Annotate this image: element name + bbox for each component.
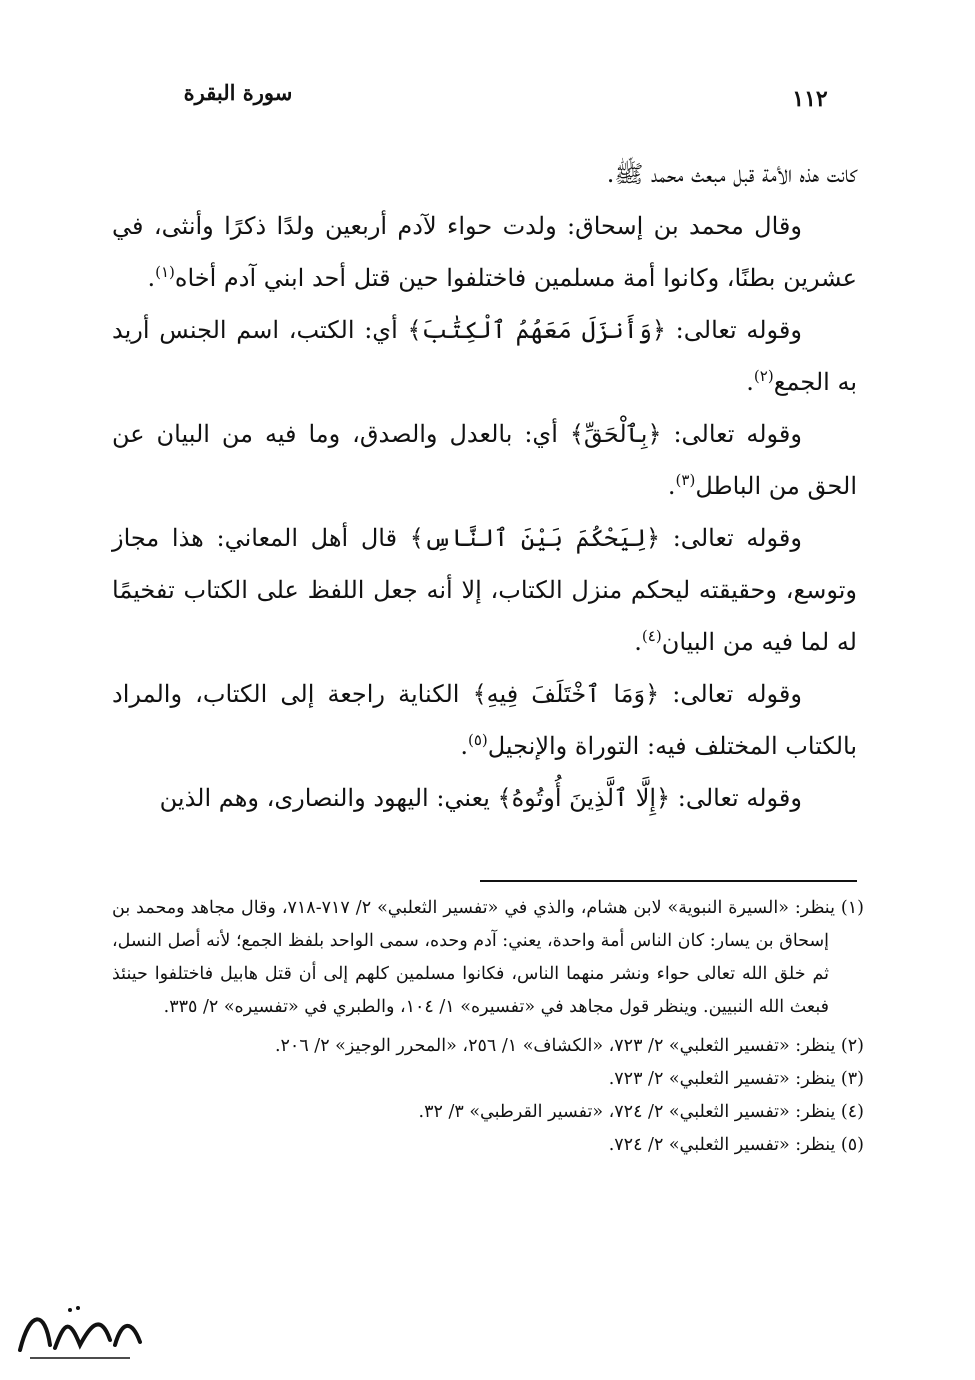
paragraph-6: وقوله تعالى: ﴿وَمَا ٱخْتَلَفَ فِيهِ﴾ الكناية راجعة إلى الكتاب، والمراد بالكتاب المختلف فيه: التوراة والإنجيل$^{(٥)}$. [112, 680, 857, 760]
footnotes [112, 892, 864, 1162]
footnote-1: (١) ينظر: «السيرة النبوية» لابن هشام، والذي في «تفسير الثعلبي» ٢/ ٧١٧-٧١٨، وقال مجاهد ومحمد بن إسحاق بن يسار: كان الناس أمة واحدة، يعني: آدم وحده، سمى الواحد بلفظ الجمع؛ لأنه أصل النسل، ثم خلق الله تعالى حواء ونشر منهما الناس، فكانوا مسلمين كلهم إلى أن قتل هابيل فاختلفوا حينئذ فبعث الله النبيين. وينظر قول مجاهد في «تفسيره» ١/ ١٠٤، والطبري في «تفسيره» ٢/ ٣٣٥. [112, 898, 864, 1017]
footnote-2: (٢) ينظر: «تفسير الثعلبي» ٢/ ٧٢٣، «الكشاف» ١/ ٢٥٦، «المحرر الوجيز» ٢/ ٢٠٦. [274, 1036, 864, 1056]
paragraph-5-text: قال أهل المعاني: هذا مجاز وتوسع، وحقيقته ليحكم منزل الكتاب، إلا أنه جعل اللفظ على الكتاب تفخيمًا له لما فيه من البيان [112, 524, 857, 656]
footnote-separator [480, 880, 857, 882]
publisher-logo [10, 1290, 150, 1370]
paragraph-3-text: أي: الكتب، اسم الجنس أريد به الجمع [112, 316, 857, 396]
paragraph-3-lead: وقوله تعالى: [665, 316, 802, 344]
running-header-title: سورة البقرة [183, 80, 293, 105]
paragraph-2: وقال محمد بن إسحاق: ولدت حواء لآدم أربعين ولدًا ذكرًا وأنثى، في عشرين بطنًا، وكانوا أمة مسلمين فاختلفوا حين قتل أحد ابني آدم أخاه$^{(١)}$. [112, 212, 857, 292]
paragraph-2-text: وقال محمد بن إسحاق: ولدت حواء لآدم أربعين ولدًا ذكرًا وأنثى، في عشرين بطنًا، وكانوا أمة مسلمين فاختلفوا حين قتل أحد ابني آدم أخاه [112, 212, 857, 292]
paragraph-3: وقوله تعالى: ﴿وَأَنزَلَ مَعَهُمُ ٱلْكِتَٰبَ﴾ أي: الكتب، اسم الجنس أريد به الجمع$^{(٢)}$. [112, 316, 857, 396]
paragraph-4-lead: وقوله تعالى: [661, 420, 802, 448]
footnote-3: (٣) ينظر: «تفسير الثعلبي» ٢/ ٧٢٣. [608, 1069, 864, 1089]
footnote-5: (٥) ينظر: «تفسير الثعلبي» ٢/ ٧٢٤. [608, 1135, 864, 1155]
footnote-ref-3[interactable]: (٣) [675, 471, 696, 489]
paragraph-6-lead: وقوله تعالى: [659, 680, 802, 708]
quran-quote-3: ﴿وَأَنزَلَ مَعَهُمُ ٱلْكِتَٰبَ﴾ [407, 316, 666, 344]
paragraph-1 [112, 148, 857, 200]
paragraph-7-text: يعني: اليهود والنصارى، وهم الذين [159, 784, 498, 812]
footnote-ref-1[interactable]: (١) [155, 263, 175, 281]
quran-quote-7: ﴿إِلَّا ٱلَّذِينَ أُوتُوهُ﴾ [497, 784, 671, 812]
main-text [112, 148, 857, 824]
paragraph-6-text: الكناية راجعة إلى الكتاب، والمراد بالكتاب المختلف فيه: التوراة والإنجيل [112, 680, 857, 760]
footnote-ref-2[interactable]: (٢) [753, 367, 774, 385]
paragraph-5-lead: وقوله تعالى: [660, 524, 802, 552]
footnote-ref-5[interactable]: (٥) [467, 731, 488, 749]
paragraph-7 [112, 772, 857, 824]
page-number: ١١٢ [792, 86, 828, 112]
paragraph-4: وقوله تعالى: ﴿بِٱلْحَقِّ﴾ أي: بالعدل والصدق، وما فيه من البيان عن الحق من الباطل$^{(٣)}$. [112, 420, 857, 500]
paragraph-4-text: أي: بالعدل والصدق، وما فيه من البيان عن الحق من الباطل [112, 420, 857, 500]
paragraph-7-lead: وقوله تعالى: [670, 784, 802, 812]
paragraph-5: وقوله تعالى: ﴿لِيَحْكُمَ بَيْنَ ٱلنَّاسِ﴾ قال أهل المعاني: هذا مجاز وتوسع، وحقيقته ليحكم منزل الكتاب، إلا أنه جعل اللفظ على الكتاب تفخيمًا له لما فيه من البيان$^{(٤)}$. [112, 524, 857, 656]
quran-quote-6: ﴿وَمَا ٱخْتَلَفَ فِيهِ﴾ [472, 680, 660, 708]
paragraph-1-text: كانت هذه الأمة قبل مبعث محمد ﷺ. [606, 160, 857, 188]
quran-quote-4: ﴿بِٱلْحَقِّ﴾ [569, 420, 662, 448]
footnote-4: (٤) ينظر: «تفسير الثعلبي» ٢/ ٧٢٤، «تفسير القرطبي» ٣/ ٣٢. [418, 1102, 864, 1122]
quran-quote-5: ﴿لِيَحْكُمَ بَيْنَ ٱلنَّاسِ﴾ [409, 524, 661, 552]
footnote-ref-4[interactable]: (٤) [641, 627, 662, 645]
